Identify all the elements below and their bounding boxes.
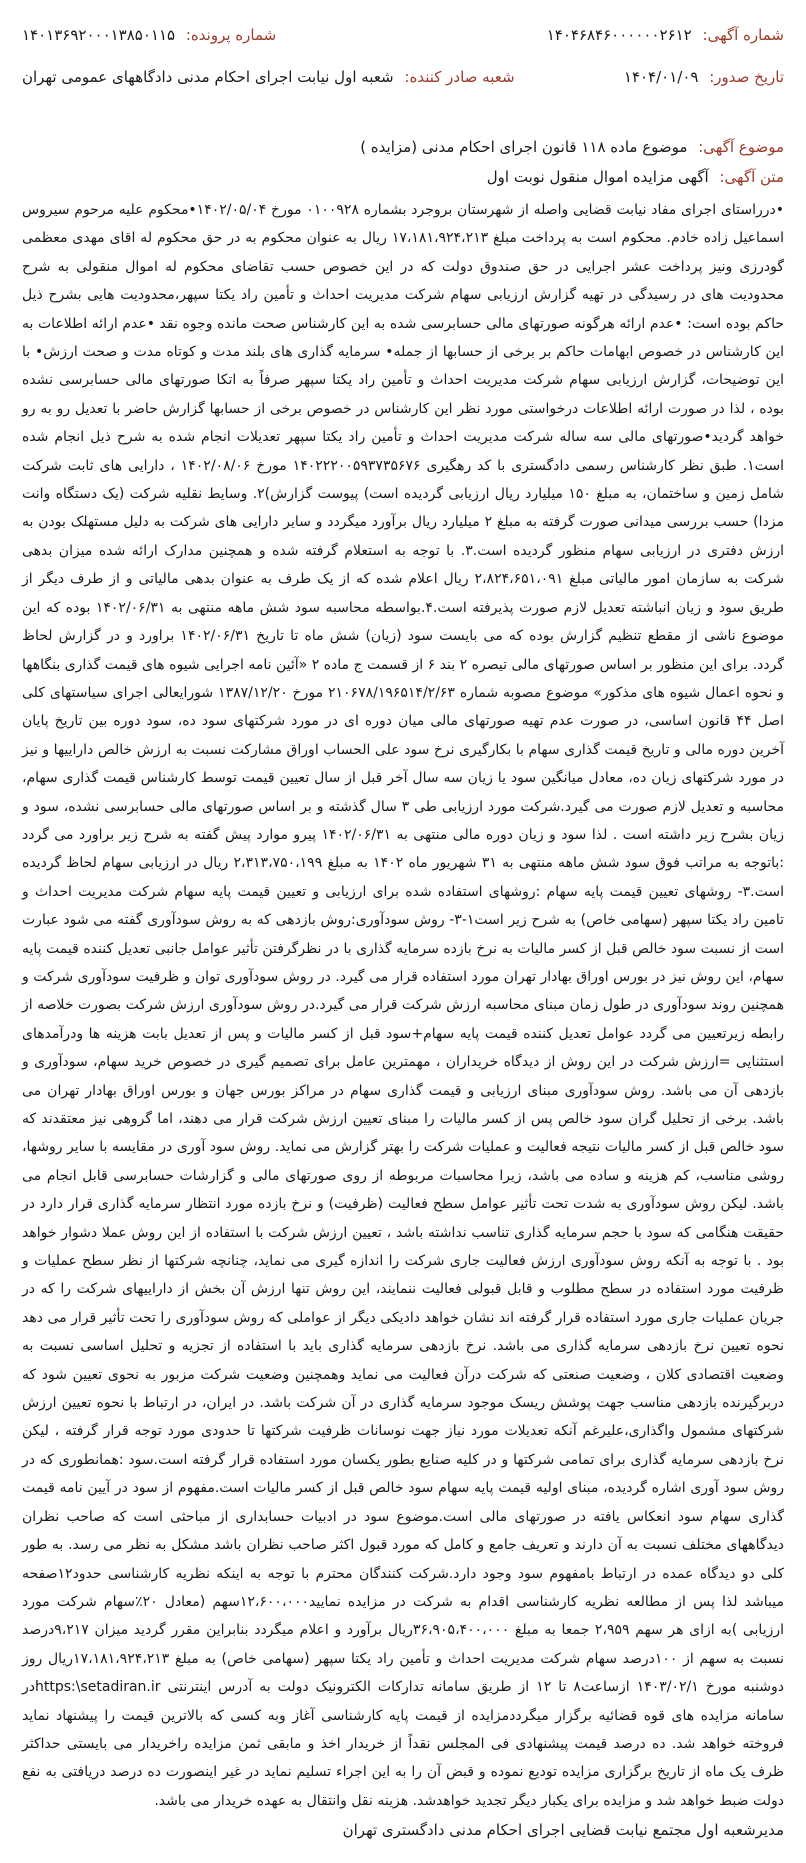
signature: مدیرشعبه اول مجتمع نیابت قضایی اجرای احکام مدنی دادگستری تهران	[342, 1821, 784, 1840]
notice-body: •درراستای اجرای مفاد نیابت قضایی واصله از شهرستان بروجرد بشماره ۰۱۰۰۹۲۸ مورخ ۱۴۰۲/۰۵/۰۴•محکوم علیه مرحوم سیروس اسماعیل زاده خادم. محکوم است به پرداخت مبلغ ۱۷،۱۸۱،۹۲۴،۲۱۳ ریال به عنوان محکوم به در حق محکوم له اقای مهدی معظمی گودرزی ونیز پرداخت عشر اجرایی در حق صندوق دولت که در این خصوص حسب تقاضای محکوم له اموال منقولی به شرح محدودیت های در رسیدگی در تهیه گزارش ارزیابی سهام شرکت مدیریت احداث و تأمین راد یکتا سپهر،محدودیت هایی بشرح ذیل حاکم بوده است: •عدم ارائه هرگونه صورتهای مالی حسابرسی شده به این کارشناس صحت مانده وجوه نقد •عدم ارائه اطلاعات به این کارشناس در خصوص ابهامات حاکم بر برخی از حسابها از جمله• سرمایه گذاری های بلند مدت و کوتاه مدت و صحت ارزش• با این توضیحات، گزارش ارزیابی سهام شرکت مدیریت احداث و تأمین راد یکتا سپهر صرفاً به اتکا صورتهای مالی حسابرسی نشده بوده ، لذا در صورت ارائه اطلاعات درخواستی مورد نظر این کارشناس در خصوص برخی از حسابها گزارش حاضر با تعدیل رو به رو خواهد گردید•صورتهای مالی سه ساله شرکت مدیریت احداث و تأمین راد یکتا سپهر تعدیلات انجام شده به شرح ذیل انجام شده است۱. طبق نظر کارشناس رسمی دادگستری با کد رهگیری ۱۴۰۲۲۲۰۰۵۹۳۷۳۵۶۷۶ مورخ ۱۴۰۲/۰۸/۰۶ ، دارایی های ثابت شرکت شامل زمین و ساختمان، به مبلغ ۱۵۰ میلیارد ریال ارزیابی گردیده است) پیوست گزارش)۲. وسایط نقلیه شرکت (یک دستگاه وانت مزدا) حسب بررسی میدانی صورت گرفته به مبلغ ۲ میلیارد ریال برآورد میگردد و سایر دارایی های شرکت به دلیل مستهلک بودن به ارزش دفتری در ارزیابی سهام منظور گردیده است.۳. با توجه به استعلام گرفته شده و همچنین مدارک ارائه شده میزان بدهی شرکت به سازمان امور مالیاتی مبلغ ۲،۸۲۴،۶۵۱،۰۹۱ ریال اعلام شده که از یک طرف به عنوان بدهی مالیاتی و از طرف دیگر از طریق سود و زیان انباشته تعدیل لازم صورت پذیرفته است.۴.بواسطه محاسبه سود شش ماهه منتهی به ۱۴۰۲/۰۶/۳۱ بوده که این موضوع ناشی از مقطع تنظیم گزارش بوده که می بایست سود (زیان) شش ماه تا تاریخ ۱۴۰۲/۰۶/۳۱ براورد و در گزارش لحاظ گردد. برای این منظور بر اساس صورتهای مالی تیصره ۲ بند ۶ از قسمت ج ماده ۲ «آئین نامه اجرایی شیوه های قیمت گذاری بنگاهها و نحوه اعمال شیوه های مذکور» موضوع مصوبه شماره ۲۱۰۶۷۸/۱۹۶۵۱۴/۲/۶۳ مورخ ۱۳۸۷/۱۲/۲۰ شورایعالی اجرای سیاستهای کلی اصل ۴۴ قانون اساسی، در صورت عدم تهیه صورتهای مالی میان دوره ای در مورد شرکتهای سود ده، سود دوره بین تاریخ پایان آخرین دوره مالی و تاریخ قیمت گذاری سهام با بکارگیری نرخ سود علی الحساب اوراق مشارکت نسبت به ارزش خالص داراییها و نیز در مورد شرکتهای زیان ده، معادل میانگین سود یا زیان سه سال آخر قبل از سال تعیین قیمت توسط کارشناس قیمت گذاری سهام، محاسبه و تعدیل لازم صورت می گیرد.شرکت مورد ارزیابی طی ۳ سال گذشته و بر اساس صورتهای مالی حسابرسی نشده، سود و زیان بشرح زیر داشته است . لذا سود و زیان دوره مالی منتهی به ۱۴۰۲/۰۶/۳۱ پیرو موارد پیش گفته به شرح زیر براورد می گردد :باتوجه به مراتب فوق سود شش ماهه منتهی به ۳۱ شهریور ماه ۱۴۰۲ به مبلغ ۲،۳۱۳،۷۵۰،۱۹۹ ریال در ارزیابی سهام لحاظ گردیده است.۳- روشهای تعیین قیمت پایه سهام :روشهای استفاده شده برای ارزیابی و تعیین قیمت پایه سهام شرکت مدیریت احداث و تامین راد یکتا سپهر (سهامی خاص) به شرح زیر است۱-۳- روش سودآوری:روش بازدهی که به روش سودآوری گفته می شود عبارت است از نسبت سود خالص قبل از کسر مالیات به نرخ بازده سرمایه گذاری با در نظرگرفتن تأثیر عوامل جانبی تعدیل کننده قیمت پایه سهام، این روش نیز در بورس اوراق بهادار تهران مورد استفاده قرار می گیرد. در روش سودآوری توان و ظرفیت سودآوری شرکت و همچنین روند سودآوری در طول زمان مبنای محاسبه ارزش شرکت قرار می گیرد.در روش سودآوری ارزش شرکت بصورت خلاصه از رابطه زیرتعیین می گردد عوامل تعدیل کننده قیمت پایه سهام+سود قبل از کسر مالیات و پس از تعدیل بابت هزینه ها ودرآمدهای استثنایی =ارزش شرکت در این روش از دیدگاه خریداران ، مهمترین عامل برای تصمیم گیری در خصوص خرید سهام، سودآوری و بازدهی آن می باشد. روش سودآوری مبنای ارزیابی و قیمت گذاری سهام در مراکز بورس جهان و بورس اوراق بهادار تهران می باشد. برخی از تحلیل گران سود خالص پس از کسر مالیات را مبنای تعیین ارزش شرکت قرار می دهند، اما گروهی نیز معتقدند که سود خالص قبل از کسر مالیات نتیجه فعالیت و عملیات شرکت را بهتر گزارش می نماید. روش سود آوری در مقایسه با سایر روشها، روشی مناسب، کم هزینه و ساده می باشد، زیرا محاسبات مربوطه از روی صورتهای مالی و گزارشات حسابرسی قابل انجام می باشد. لیکن روش سودآوری به شدت تحت تأثیر عوامل سطح فعالیت (ظرفیت) و نرخ بازده مورد انتظار سرمایه گذاری قرار دارد در حقیقت هنگامی که سود با حجم سرمایه گذاری تناسب نداشته باشد ، تعیین ارزش شرکت با استفاده از این روش عملا دشوار خواهد بود . با توجه به آنکه روش سودآوری ارزش فعالیت جاری شرکت را اندازه گیری می نماید، چنانچه شرکتها از نظر سطح عملیات و ظرفیت مورد استفاده در سطح مطلوب و قابل قبولی فعالیت ننمایند، این روش تنها ارزش آن بخش از داراییهای شرکت را که در جریان عملیات جاری مورد استفاده قرار گرفته اند نشان خواهد دادیکی دیگر از عواملی که روش سودآوری را تحت تأثیر قرار می دهد نحوه تعیین نرخ بازدهی سرمایه گذاری می باشد. نرخ بازدهی سرمایه گذاری باید با استفاده از تجزیه و تحلیل اساسی نسبت به وضعیت اقتصادی کلان ، وضعیت صنعتی که شرکت درآن فعالیت می نماید وهمچنین وضعیت شرکت مزبور به نحوی تعیین شود که دربرگیرنده بازدهی مناسب جهت پوشش ریسک موجود سرمایه گذاری در آن شرکت باشد. در ایران، در ارتباط با نحوه تعیین ارزش شرکتهای مشمول واگذاری،علیرغم آنکه تعدیلات مورد نیاز جهت نوسانات ظرفیت شرکتها تا حدودی مورد توجه قرار گرفته ، لیکن نرخ بازدهی سرمایه گذاری برای تمامی شرکتها و در کلیه صنایع بطور یکسان مورد استفاده قرار گرفته است.سود :همانطوری که در روش سود آوری اشاره گردیده، مبنای اولیه قیمت پایه سهام سود خالص قبل از کسر مالیات است.مفهوم از سود در آیین نامه قیمت گذاری سهام سود انعکاس یافته در صورتهای مالی است.موضوع سود در ادبیات حسابداری از مباحثی است که صاحب نظران دیدگاههای مختلف نسبت به آن دارند و تعریف جامع و کامل که مورد قبول اکثر صاحب نظران باشد مشکل به نظر می رسد. به طور کلی دو دیدگاه عمده در ارتباط بامفهوم سود وجود دارد.شرکت کنندگان محترم با توجه به اینکه نظریه کارشناسی حدود۱۲صفحه میباشد لذا پس از مطالعه نظریه کارشناسی اقدام به شرکت در مزایده نمایید۱۲،۶۰۰،۰۰۰سهم (معادل ۲۰٪سهام شرکت مورد ارزیابی )به ازای هر سهم ۲،۹۵۹ جمعا به مبلغ ۳۶،۹۰۵،۴۰۰،۰۰۰ریال برآورد و اعلام میگردد بنابراین مقرر گردید میزان ۹،۲۱۷درصد نسبت به سهم از ۱۰۰درصد سهام شرکت مدیریت احداث و تأمین راد یکتا سپهر (سهامی خاص) به مبلغ ۱۷،۱۸۱،۹۲۴،۲۱۳ریال روز دوشنبه مورخ ۱۴۰۳/۰۲/۱ ازساعت۸ تا ۱۲ از طریق سامانه تدارکات الکترونیک دولت به آدرس اینترنتی https:\setadiran.irدر سامانه مزایده های قوه قضائیه برگزار میگرددمزایده از قیمت پایه کارشناسی آغاز وبه کسی که بالاترین قیمت را پیشنهاد نماید فروخته خواهد شد. ده درصد قیمت پیشنهادی فی المجلس نقداً از خریدار اخذ و مابقی ثمن مزایده راخریدار می بایستی حداکثر ظرف یک ماه از تاریخ برگزاری مزایده تودیع نموده و قبض آن را به این اجراء تسلیم نماید در غیر اینصورت ده درصد دریافتی به نفع دولت ضبط خواهد شد و مزایده برای یکبار دیگر تجدید خواهدشد. هزینه نقل وانتقال به عهده خریدار می باشد.	[22, 202, 785, 1809]
subject	[22, 138, 784, 156]
issuer-value: شعبه اول نیابت اجرای احکام مدنی دادگاههای عمومی تهران	[22, 68, 394, 86]
header-row-2	[22, 68, 784, 110]
case-number-label: شماره پرونده:	[185, 26, 277, 44]
notice-number-value: ۱۴۰۴۶۸۴۶۰۰۰۰۰۰۲۶۱۲	[546, 26, 692, 44]
notice-number-label: شماره آگهی:	[702, 26, 784, 44]
issue-date-value: ۱۴۰۴/۰۱/۰۹	[623, 68, 699, 86]
case-number-value: ۱۴۰۱۳۶۹۲۰۰۰۱۳۸۵۰۱۱۵	[22, 26, 176, 44]
notice-number	[547, 26, 784, 44]
issue-date	[624, 68, 784, 86]
header-row-1	[22, 26, 784, 68]
notice-heading	[22, 168, 784, 186]
subject-label: موضوع آگهی:	[698, 138, 784, 156]
case-number	[22, 26, 276, 44]
notice-title: آگهی مزایده اموال منقول نوبت اول	[486, 168, 709, 186]
issue-date-label: تاریخ صدور:	[709, 68, 784, 86]
issuer	[22, 68, 515, 86]
subject-value: موضوع ماده ۱۱۸ قانون اجرای احکام مدنی (مزایده )	[360, 138, 688, 156]
issuer-label: شعبه صادر کننده:	[404, 68, 515, 86]
notice-text-label: متن آگهی:	[719, 168, 784, 186]
